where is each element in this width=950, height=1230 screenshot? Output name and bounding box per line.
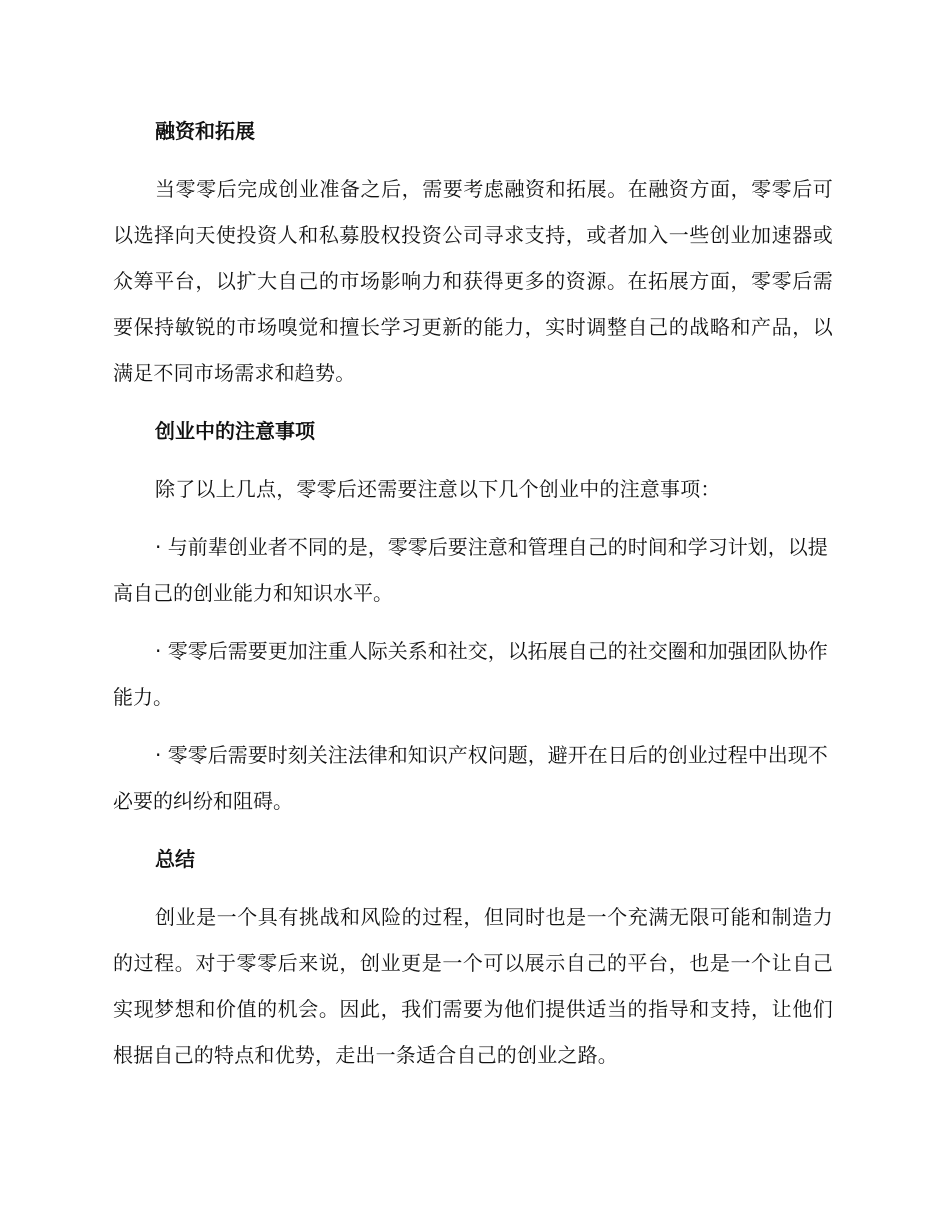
precaution-bullet-1: · 与前辈创业者不同的是，零零后要注意和管理自己的时间和学习计划，以提高自己的创业能力和知识水平。 [113,535,828,605]
precaution-bullet-3: · 零零后需要时刻关注法律和知识产权问题，避开在日后的创业过程中出现不必要的纠纷和阻碍。 [113,743,828,813]
summary-paragraph: 创业是一个具有挑战和风险的过程，但同时也是一个充满无限可能和制造力的过程。对于零零后来说，创业更是一个可以展示自己的平台，也是一个让自己实现梦想和价值的机会。因此，我们需要为他们提供适当的指导和支持，让他们根据自己的特点和优势，走出一条适合自己的创业之路。 [113,905,833,1067]
precaution-bullet-2: · 零零后需要更加注重人际关系和社交，以拓展自己的社交圈和加强团队协作能力。 [113,639,828,709]
section-heading-financing: 融资和拓展 [155,119,255,143]
section-heading-summary: 总结 [155,847,195,871]
document-content [113,108,833,1090]
section-heading-precautions: 创业中的注意事项 [155,419,315,443]
precautions-intro: 除了以上几点，零零后还需要注意以下几个创业中的注意事项： [155,477,721,501]
financing-paragraph: 当零零后完成创业准备之后，需要考虑融资和拓展。在融资方面，零零后可以选择向天使投资人和私募股权投资公司寻求支持，或者加入一些创业加速器或众筹平台，以扩大自己的市场影响力和获得更多的资源。在拓展方面，零零后需要保持敏锐的市场嗅觉和擅长学习更新的能力，实时调整自己的战略和产品，以满足不同市场需求和趋势。 [113,177,833,385]
